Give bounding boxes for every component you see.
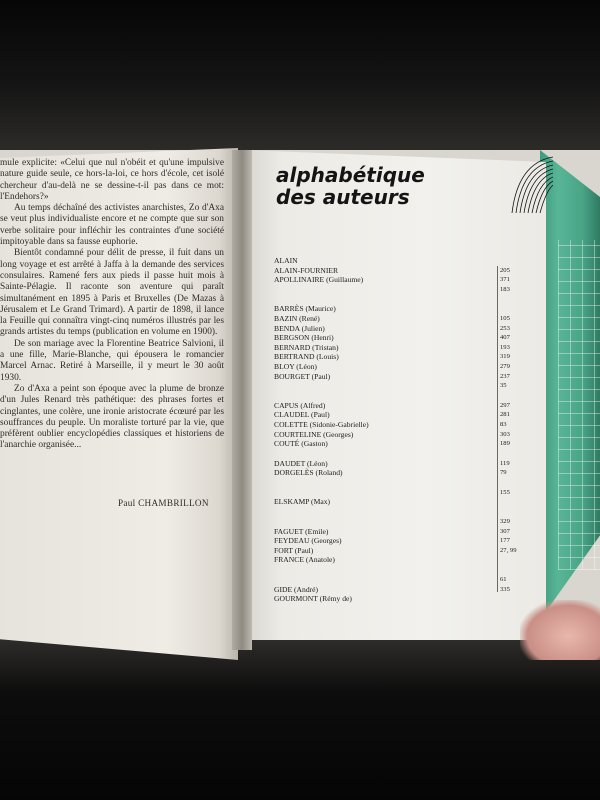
page-number: 155 bbox=[500, 488, 510, 496]
index-entry bbox=[274, 256, 518, 266]
page-number: 319 bbox=[500, 353, 510, 361]
page-number: 281 bbox=[500, 411, 510, 419]
author-name: GOURMONT (Rémy de) bbox=[274, 594, 352, 604]
index-entry bbox=[274, 439, 518, 449]
page-number: 27, 99 bbox=[500, 546, 517, 554]
finger-shadow bbox=[520, 600, 600, 660]
index-entry bbox=[274, 333, 518, 343]
author-name: CAPUS (Alfred) bbox=[274, 400, 326, 410]
author-signature: Paul CHAMBRILLON bbox=[118, 498, 209, 508]
author-name: DAUDET (Léon) bbox=[274, 458, 328, 468]
index-entry bbox=[274, 401, 518, 411]
index-entry bbox=[274, 488, 518, 498]
spiral-ornament-icon bbox=[508, 155, 553, 215]
index-entry bbox=[274, 546, 518, 556]
page-number: 83 bbox=[500, 420, 507, 428]
author-name: COURTELINE (Georges) bbox=[274, 429, 354, 439]
index-entry bbox=[274, 324, 518, 334]
index-entry bbox=[274, 468, 518, 478]
page-number: 193 bbox=[500, 343, 510, 351]
author-name: GIDE (André) bbox=[274, 584, 319, 594]
left-page-text bbox=[0, 158, 224, 452]
index-entry bbox=[274, 304, 518, 314]
author-index bbox=[274, 256, 518, 604]
author-name: BARRÈS (Maurice) bbox=[274, 304, 336, 314]
page-number: 407 bbox=[500, 334, 510, 342]
author-name: BENDA (Julien) bbox=[274, 323, 325, 333]
index-entry bbox=[274, 536, 518, 546]
background-top bbox=[0, 0, 600, 150]
page-number: 307 bbox=[500, 527, 510, 535]
paragraph: Au temps déchaîné des activistes anarchistes, Zo d'Axa se veut plus individualiste encore et ne compte que sur son verbe solitaire pour infléchir les contraintes d'une société impitoyable dans sa fausse euphorie. bbox=[0, 203, 224, 248]
page-number: 119 bbox=[500, 459, 510, 467]
page-number: 371 bbox=[500, 276, 510, 284]
author-name: ALAIN bbox=[274, 256, 298, 265]
paragraph: mule explicite: «Celui que nul n'obéit et qu'une impulsive nature guide seule, ce hors-la-loi, ce hors d'école, cet isolé chercheur d'au-delà ne se dessine-t-il pas dans ce mot: l'Endehors?» bbox=[0, 158, 224, 202]
index-entry bbox=[274, 362, 518, 372]
page-number: 253 bbox=[500, 324, 510, 332]
index-column-rule bbox=[497, 266, 498, 592]
author-name: APOLLINAIRE (Guillaume) bbox=[274, 275, 364, 285]
author-name: FORT (Paul) bbox=[274, 545, 314, 555]
index-entry bbox=[274, 314, 518, 324]
index-entry bbox=[274, 459, 518, 469]
author-name: BAZIN (René) bbox=[274, 313, 320, 323]
index-entry bbox=[274, 352, 518, 362]
author-name: BERTRAND (Louis) bbox=[274, 352, 339, 362]
author-name: ALAIN-FOURNIER bbox=[274, 265, 339, 275]
index-entry bbox=[274, 517, 518, 527]
index-entry bbox=[274, 430, 518, 440]
index-entry bbox=[274, 372, 518, 382]
index-entry bbox=[274, 410, 518, 420]
book-gutter bbox=[232, 150, 252, 650]
page-number: 335 bbox=[500, 585, 510, 593]
paragraph: Bientôt condamné pour délit de presse, il fuit dans un long voyage et est arrêté à Jaffa à la demande des services consulaires. Ramené fers aux pieds il passe huit mois à Sainte-Pélagie. Il raconte son aventure qui paraît simultanément en 1895 à Paris et Bruxelles (De Mazas à Jérusalem et Le Grand Trimard). A partir de 1898, il lance la Feuille qui connaîtra vingt-cinq numéros illustrés par les grands artistes du temps (publication en volume en 1900). bbox=[0, 248, 224, 338]
page-number: 303 bbox=[500, 430, 510, 438]
page-number: 205 bbox=[500, 266, 510, 274]
author-name: ELSKAMP (Max) bbox=[274, 497, 331, 507]
author-name: DORGELÈS (Roland) bbox=[274, 468, 343, 478]
page-number: 329 bbox=[500, 518, 510, 526]
page-number: 61 bbox=[500, 576, 507, 584]
page-number: 279 bbox=[500, 362, 510, 370]
page-number: 35 bbox=[500, 382, 507, 390]
author-name: CLAUDEL (Paul) bbox=[274, 410, 330, 420]
index-entry bbox=[274, 555, 518, 565]
author-name: FEYDEAU (Georges) bbox=[274, 536, 342, 546]
paragraph: Zo d'Axa a peint son époque avec la plume de bronze d'un Jules Renard très pathétique: des phrases fortes et cinglantes, une colère, une ironie aristocrate écœuré par les souffrances du peuple. Un moraliste torturé par la vie, que préfèrent oublier encyclopédies classiques et historiens de l'anarchie organisée... bbox=[0, 383, 224, 451]
page-number: 105 bbox=[500, 314, 510, 322]
index-entry bbox=[274, 497, 518, 507]
author-name: COUTÉ (Gaston) bbox=[274, 439, 328, 449]
author-name: FAGUET (Emile) bbox=[274, 526, 329, 536]
page-number: 237 bbox=[500, 372, 510, 380]
page-number: 183 bbox=[500, 285, 510, 293]
paragraph: De son mariage avec la Florentine Beatrice Salvioni, il a une fille, Marie-Blanche, qui épousera le romancier Marcel Arnac. Retiré à Marseille, il y meurt le 30 août 1930. bbox=[0, 338, 224, 383]
index-entry bbox=[274, 575, 518, 585]
index-heading bbox=[276, 164, 425, 208]
author-name: FRANCE (Anatole) bbox=[274, 555, 335, 565]
heading-line: des auteurs bbox=[276, 185, 410, 209]
cover-grid-pattern bbox=[558, 240, 600, 570]
page-number: 177 bbox=[500, 537, 510, 545]
page-number: 189 bbox=[500, 440, 510, 448]
page-number: 79 bbox=[500, 469, 507, 477]
author-name: BOURGET (Paul) bbox=[274, 371, 331, 381]
index-entry bbox=[274, 266, 518, 276]
page-number: 297 bbox=[500, 401, 510, 409]
index-entry bbox=[274, 381, 518, 391]
author-name: BERNARD (Tristan) bbox=[274, 342, 339, 352]
index-entry bbox=[274, 343, 518, 353]
index-entry bbox=[274, 594, 518, 604]
index-entry bbox=[274, 285, 518, 295]
index-entry bbox=[274, 527, 518, 537]
author-name: BERGSON (Henri) bbox=[274, 333, 334, 343]
index-entry bbox=[274, 275, 518, 285]
author-name: COLETTE (Sidonie-Gabrielle) bbox=[274, 419, 369, 429]
index-entry bbox=[274, 420, 518, 430]
heading-line: alphabétique bbox=[276, 163, 425, 187]
author-name: BLOY (Léon) bbox=[274, 361, 317, 371]
index-entry bbox=[274, 585, 518, 595]
